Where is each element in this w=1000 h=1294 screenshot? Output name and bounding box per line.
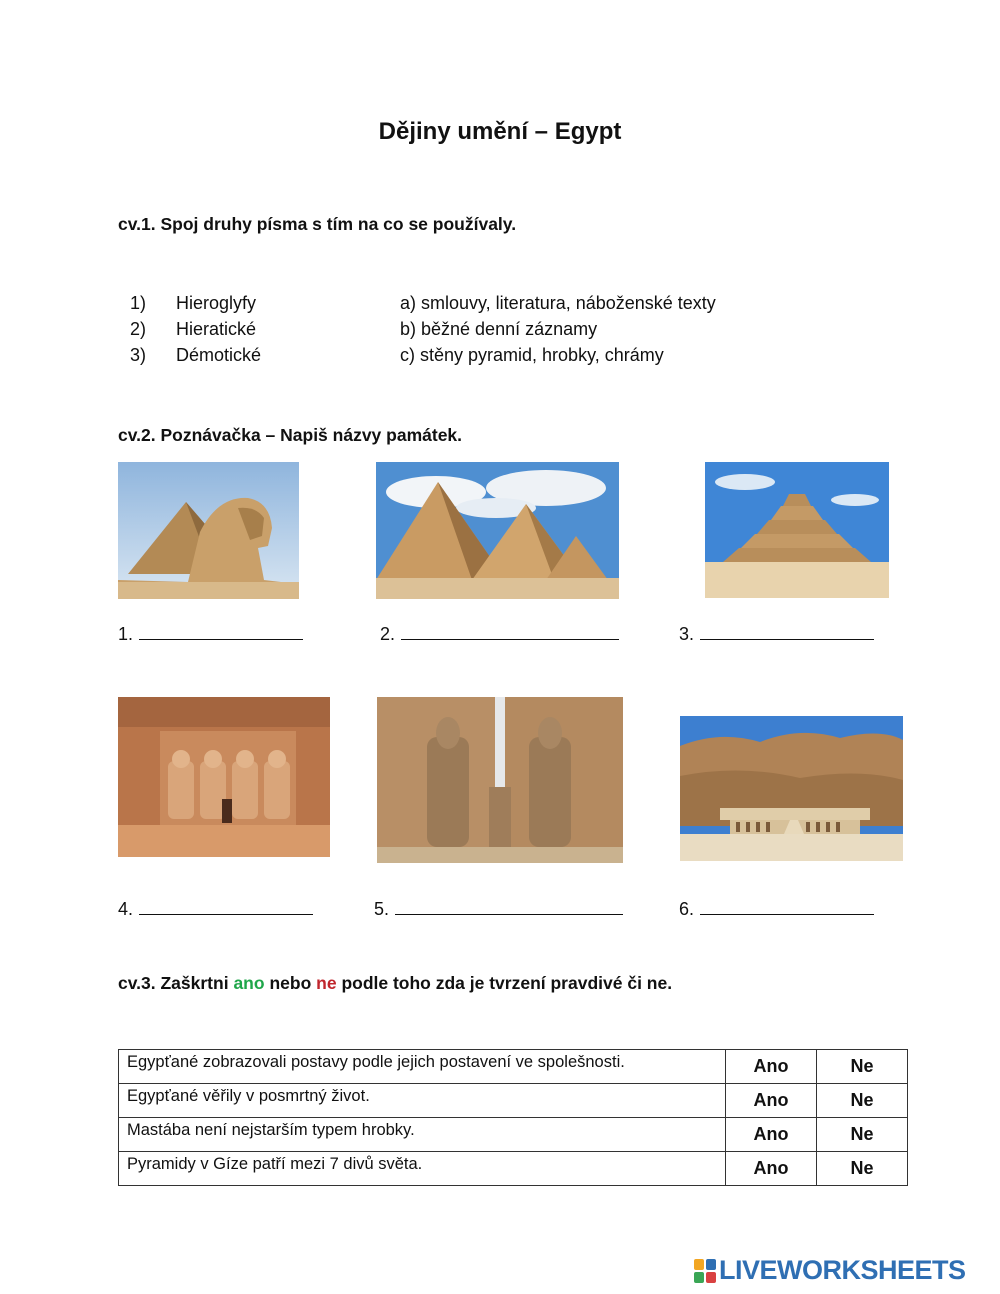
statement-cell: Egypťané věřily v posmrtný život. — [119, 1084, 726, 1118]
answer-number: 1. — [118, 624, 134, 644]
luxor-temple-photo — [377, 697, 623, 863]
answer-3-blank[interactable] — [700, 621, 874, 640]
ano-option[interactable]: Ano — [726, 1152, 817, 1186]
word-no: ne — [316, 973, 337, 993]
heading-prefix: cv.3. Zaškrtni — [118, 973, 229, 993]
statement-cell: Egypťané zobrazovali postavy podle jejich postavení ve spolešnosti. — [119, 1050, 726, 1084]
answer-1-caption — [118, 621, 303, 645]
answer-3-caption — [679, 621, 874, 645]
step-pyramid-photo — [705, 462, 889, 598]
table-row — [119, 1118, 908, 1152]
match-item-1 — [118, 293, 716, 314]
script-name: Démotické — [176, 345, 262, 365]
answer-number: 2. — [380, 624, 396, 644]
page-title: Dějiny umění – Egypt — [378, 118, 622, 145]
answer-2-caption — [380, 621, 619, 645]
answer-5-caption — [374, 896, 623, 920]
answer-1-blank[interactable] — [139, 621, 303, 640]
statement-cell: Pyramidy v Gíze patří mezi 7 divů světa. — [119, 1152, 726, 1186]
true-false-table — [118, 1049, 908, 1186]
exercise-3-heading — [118, 973, 672, 994]
match-number: 2) — [129, 319, 146, 339]
ano-option[interactable]: Ano — [726, 1118, 817, 1152]
script-usage: a) smlouvy, literatura, náboženské texty — [400, 293, 716, 313]
exercise-1-heading: cv.1. Spoj druhy písma s tím na co se používaly. — [118, 214, 517, 234]
script-name: Hieratické — [176, 319, 257, 339]
answer-number: 5. — [374, 899, 390, 919]
exercise-2-heading: cv.2. Poznávačka – Napiš názvy památek. — [118, 425, 463, 445]
match-item-3 — [118, 345, 664, 366]
logo-text: LIVEWORKSHEETS — [719, 1255, 966, 1285]
statement-cell: Mastába není nejstarším typem hrobky. — [119, 1118, 726, 1152]
ano-option[interactable]: Ano — [726, 1084, 817, 1118]
heading-suffix: podle toho zda je tvrzení pravdivé či ne. — [341, 973, 673, 993]
ne-option[interactable]: Ne — [817, 1152, 908, 1186]
giza-pyramids-photo — [376, 462, 619, 599]
script-name: Hieroglyfy — [176, 293, 257, 313]
liveworksheets-logo-icon — [694, 1259, 716, 1283]
match-item-2 — [118, 319, 598, 340]
answer-number: 6. — [679, 899, 695, 919]
ne-option[interactable]: Ne — [817, 1118, 908, 1152]
answer-4-caption — [118, 896, 313, 920]
answer-number: 3. — [679, 624, 695, 644]
ne-option[interactable]: Ne — [817, 1084, 908, 1118]
table-row — [119, 1050, 908, 1084]
match-number: 3) — [129, 345, 146, 365]
ano-option[interactable]: Ano — [726, 1050, 817, 1084]
ne-option[interactable]: Ne — [817, 1050, 908, 1084]
abu-simbel-photo — [118, 697, 330, 857]
liveworksheets-logo — [694, 1255, 966, 1286]
match-number: 1) — [129, 293, 146, 313]
answer-2-blank[interactable] — [401, 621, 619, 640]
table-row — [119, 1152, 908, 1186]
script-usage: b) běžné denní záznamy — [400, 319, 598, 339]
script-usage: c) stěny pyramid, hrobky, chrámy — [400, 345, 664, 365]
answer-4-blank[interactable] — [139, 896, 313, 915]
hatshepsut-temple-photo — [680, 716, 903, 861]
answer-6-caption — [679, 896, 874, 920]
heading-middle: nebo — [269, 973, 312, 993]
answer-5-blank[interactable] — [395, 896, 623, 915]
answer-number: 4. — [118, 899, 134, 919]
word-yes: ano — [233, 973, 265, 993]
sphinx-photo — [118, 462, 299, 599]
table-row — [119, 1084, 908, 1118]
answer-6-blank[interactable] — [700, 896, 874, 915]
